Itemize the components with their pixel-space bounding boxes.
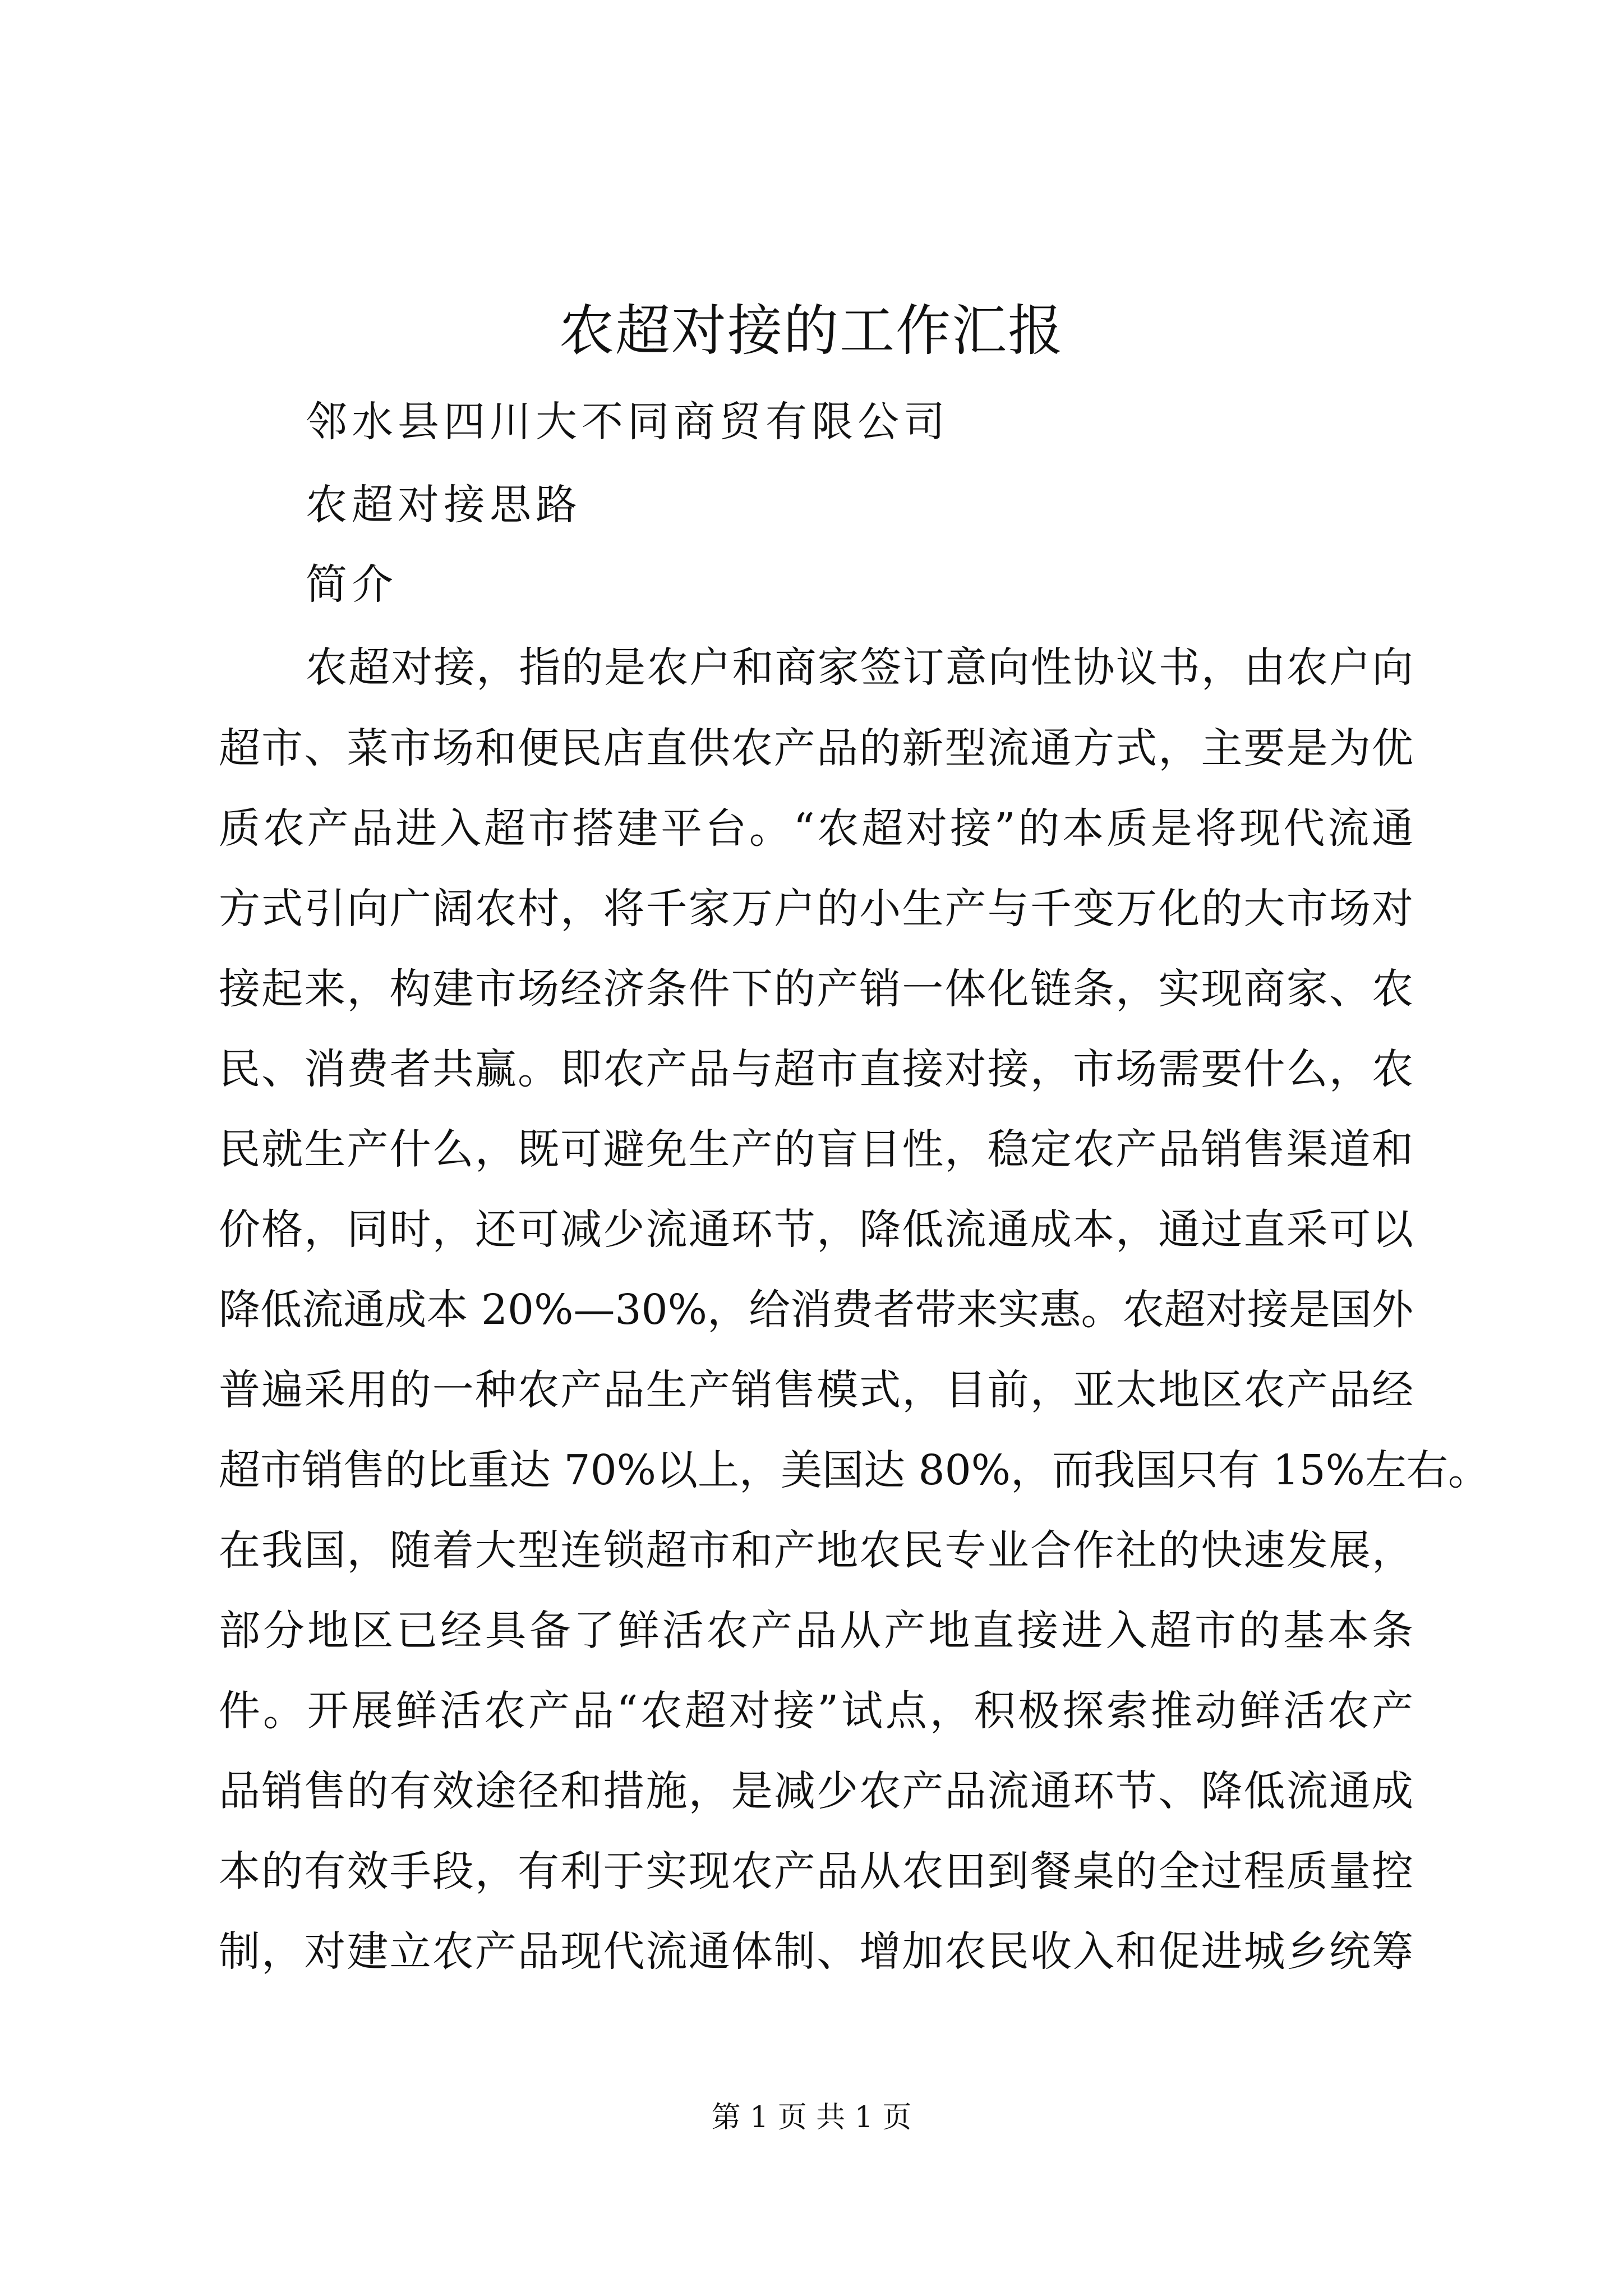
paragraph-line: 件。开展鲜活农产品“农超对接”试点，积极探索推动鲜活农产: [219, 1687, 1413, 1735]
paragraph-line: 接起来，构建市场经济条件下的产销一体化链条，实现商家、农: [219, 965, 1413, 1013]
section-heading: 农超对接思路: [306, 481, 582, 529]
paragraph-line: 价格，同时，还可减少流通环节，降低流通成本，通过直采可以: [219, 1205, 1413, 1254]
paragraph-line: 方式引向广阔农村，将千家万户的小生产与千变万化的大市场对: [219, 885, 1413, 933]
page-number-footer: 第 1 页 共 1 页: [711, 2101, 912, 2134]
subsection-heading: 简介: [306, 560, 398, 609]
paragraph-line: 质农产品进入超市搭建平台。“农超对接”的本质是将现代流通: [219, 804, 1413, 853]
paragraph-line: 部分地区已经具备了鲜活农产品从产地直接进入超市的基本条: [219, 1607, 1413, 1655]
paragraph-line: 制，对建立农产品现代流通体制、增加农民收入和促进城乡统筹: [219, 1927, 1413, 1976]
paragraph-line: 降低流通成本 20%—30%，给消费者带来实惠。农超对接是国外: [219, 1286, 1413, 1334]
paragraph-line: 品销售的有效途径和措施，是减少农产品流通环节、降低流通成: [219, 1767, 1413, 1815]
company-name: 邻水县四川大不同商贸有限公司: [306, 398, 949, 446]
paragraph-line: 农超对接，指的是农户和商家签订意向性协议书，由农户向: [306, 643, 1413, 692]
paragraph-line: 本的有效手段，有利于实现农产品从农田到餐桌的全过程质量控: [219, 1847, 1413, 1895]
paragraph-line: 民就生产什么，既可避免生产的盲目性，稳定农产品销售渠道和: [219, 1125, 1413, 1174]
paragraph-line: 超市销售的比重达 70%以上，美国达 80%，而我国只有 15%左右。: [219, 1446, 1490, 1494]
paragraph-line: 普遍采用的一种农产品生产销售模式，目前，亚太地区农产品经: [219, 1366, 1413, 1414]
paragraph-line: 在我国，随着大型连锁超市和产地农民专业合作社的快速发展，: [219, 1526, 1413, 1575]
paragraph-line: 民、消费者共赢。即农产品与超市直接对接，市场需要什么，农: [219, 1045, 1413, 1093]
document-title: 农超对接的工作汇报: [559, 299, 1064, 363]
paragraph-line: 超市、菜市场和便民店直供农产品的新型流通方式，主要是为优: [219, 724, 1413, 772]
